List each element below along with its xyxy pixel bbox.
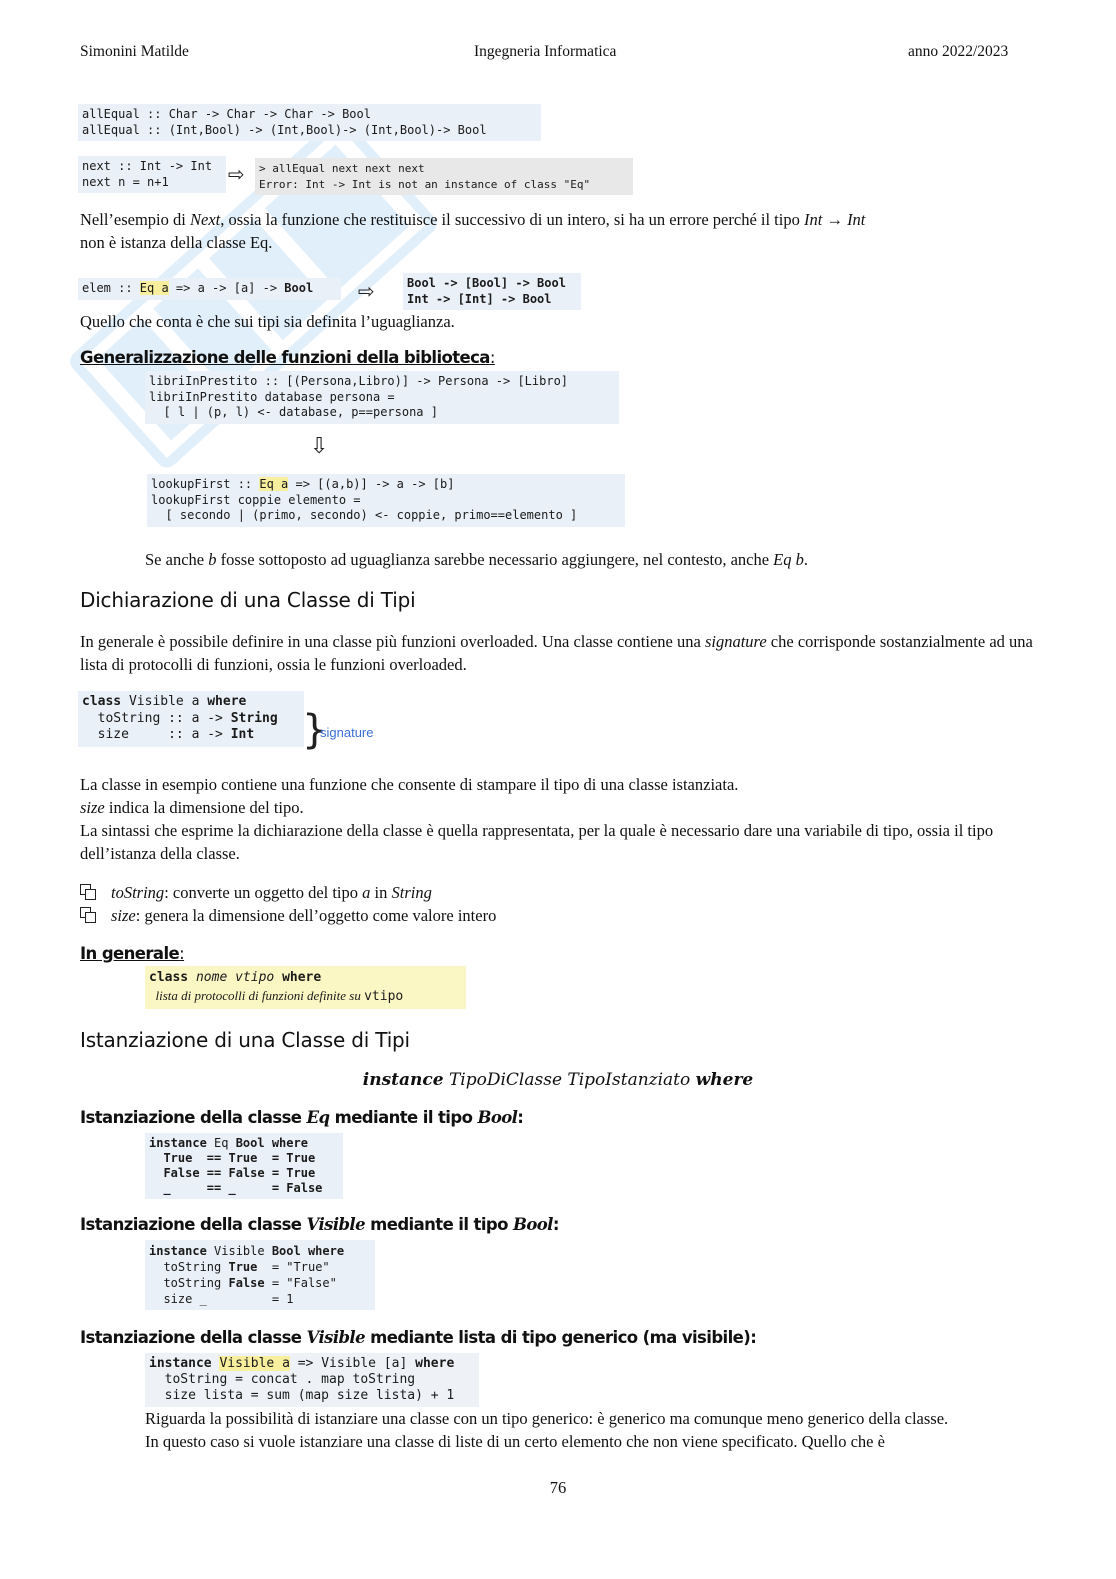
text: : converte un oggetto del tipo xyxy=(164,883,363,902)
text: indica la dimensione del tipo. xyxy=(104,798,304,817)
code-line: instance Visible a => Visible [a] where xyxy=(149,1356,455,1371)
code-line: [ secondo | (primo, secondo) <- coppie, primo==elemento ] xyxy=(151,508,578,522)
text: Istanziazione della classe xyxy=(80,1108,307,1127)
implies-arrow-icon: ⇨ xyxy=(358,279,375,303)
bullet-icon xyxy=(80,884,96,900)
code-lookup xyxy=(147,474,625,527)
text: : genera la dimensione dell’oggetto come valore intero xyxy=(135,906,497,925)
code-line: > allEqual next next next xyxy=(259,162,425,175)
math: String xyxy=(391,883,432,902)
text: Riguarda la possibilità di istanziare una classe con un tipo generico: è generico ma comunque meno generico della classe. xyxy=(145,1409,949,1428)
code-line: toString False = "False" xyxy=(149,1276,337,1290)
code-line: lookupFirst coppie elemento = xyxy=(151,492,361,507)
code-line: allEqual :: Char -> Char -> Char -> Bool xyxy=(82,107,371,121)
code-highlight: Eq a xyxy=(139,281,169,295)
text: Istanziazione della classe xyxy=(80,1328,307,1347)
implies-arrow-icon: ⇨ xyxy=(228,162,245,186)
heading-generalization: Generalizzazione delle funzioni della biblioteca: xyxy=(80,348,495,367)
code-line: instance Visible Bool where xyxy=(149,1244,345,1258)
header-year: anno 2022/2023 xyxy=(908,43,1009,60)
code-next xyxy=(78,156,226,193)
code-line: size lista = sum (map size lista) + 1 xyxy=(149,1388,455,1403)
math: Eq xyxy=(306,1108,330,1127)
text: non è istanza della classe Eq. xyxy=(80,233,273,252)
math: Visible xyxy=(306,1215,365,1234)
code-line: toString :: a -> String xyxy=(82,710,278,726)
code-line: lookupFirst :: Eq a => [(a,b)] -> a -> [b] xyxy=(151,477,455,491)
code-line: [ l | (p, l) <- database, p==persona ] xyxy=(149,405,438,419)
code-line: allEqual :: (Int,Bool) -> (Int,Bool)-> (Int,Bool)-> Bool xyxy=(82,122,487,137)
page-number: 76 xyxy=(549,1478,567,1497)
code-general xyxy=(145,966,466,1009)
bullet-item xyxy=(80,904,496,927)
heading-eq-bool xyxy=(80,1108,523,1127)
text: In generale è possibile definire in una classe più funzioni overloaded. Una classe contiene una xyxy=(80,632,705,651)
paragraph-overloaded xyxy=(80,630,1035,676)
heading-visible-list xyxy=(80,1328,756,1347)
header-course: Ingegneria Informatica xyxy=(474,43,617,60)
text: mediante lista di tipo generico (ma visibile): xyxy=(365,1328,757,1347)
code-line: next n = n+1 xyxy=(82,174,169,189)
code-line: libriInPrestito :: [(Persona,Libro)] -> Persona -> [Libro] xyxy=(149,374,569,388)
heading-text: In generale xyxy=(80,944,180,963)
term-size: size xyxy=(80,798,105,817)
bullet-icon xyxy=(80,907,96,923)
text: mediante il tipo xyxy=(365,1215,513,1234)
keyword: where xyxy=(695,1070,754,1090)
math: Bool xyxy=(513,1215,553,1234)
paragraph-equality: Quello che conta è che sui tipi sia definita l’uguaglianza. xyxy=(80,312,455,331)
code-line: size :: a -> Int xyxy=(82,727,255,742)
text: : xyxy=(517,1108,524,1127)
code-line: class nome vtipo where xyxy=(149,970,322,985)
math-eq-b: Eq b xyxy=(773,550,804,569)
down-arrow-icon: ⇩ xyxy=(310,434,329,459)
code-visible-bool xyxy=(145,1240,375,1310)
code-line: Int -> [Int] -> Bool xyxy=(407,291,552,306)
code-libri xyxy=(145,371,619,424)
code-line: _ == _ = False xyxy=(149,1181,323,1195)
math: Bool xyxy=(477,1108,518,1127)
heading-declaration: Dichiarazione di una Classe di Tipi xyxy=(80,588,416,612)
math-int-int: Int → Int xyxy=(803,210,866,229)
term: toString xyxy=(111,883,165,902)
paragraph-next-error xyxy=(80,208,1035,254)
term: size xyxy=(111,906,136,925)
code-line: toString True = "True" xyxy=(149,1260,330,1274)
code-elem: elem :: Eq a => a -> [a] -> Bool xyxy=(78,278,341,300)
signature-label: signature xyxy=(320,725,374,740)
paragraph-generic xyxy=(145,1407,1035,1453)
code-line: libriInPrestito database persona = xyxy=(149,389,395,404)
math: Visible xyxy=(306,1328,365,1347)
code-line: toString = concat . map toString xyxy=(149,1372,416,1387)
math-b: b xyxy=(208,550,217,569)
text-line xyxy=(80,796,1035,819)
text: Se anche xyxy=(145,550,209,569)
code-line: Bool -> [Bool] -> Bool xyxy=(407,276,566,290)
text: TipoDiClasse TipoIstanziato xyxy=(443,1070,696,1090)
text: La sintassi che esprime la dichiarazione della classe è quella rappresentata, per la quale è necessario dare una variabile di tipo, ossia il tipo dell’istanza della classe. xyxy=(80,821,994,863)
text: Nell’esempio di xyxy=(80,210,190,229)
code-elem-result xyxy=(403,273,581,310)
text: , ossia la funzione che restituisce il successivo di un intero, si ha un errore perché il tipo xyxy=(220,210,804,229)
header-author: Simonini Matilde xyxy=(80,43,189,60)
text: che corrisponde sostanzialmente ad una lista di protocolli di funzioni, ossia le funzioni overloaded. xyxy=(80,632,1033,674)
term-signature: signature xyxy=(704,632,767,651)
text: : xyxy=(552,1215,559,1234)
code-allequal xyxy=(78,104,541,141)
code-line: next :: Int -> Int xyxy=(82,159,213,173)
heading-text: Generalizzazione delle funzioni della biblioteca xyxy=(80,348,490,367)
text: mediante il tipo xyxy=(329,1108,478,1127)
brace-icon: } xyxy=(302,707,328,753)
code-eq-bool xyxy=(145,1133,343,1199)
text: La classe in esempio contiene una funzione che consente di stampare il tipo di una classe istanziata. xyxy=(80,775,739,794)
heading-visible-bool xyxy=(80,1215,559,1234)
code-line: True == True = True xyxy=(149,1151,316,1165)
math-next: Next xyxy=(189,210,221,229)
code-line: class Visible a where xyxy=(82,694,247,709)
text: In questo caso si vuole istanziare una classe di liste di un certo elemento che non viene specificato. Quello che è xyxy=(145,1432,885,1451)
heading-instantiation: Istanziazione di una Classe di Tipi xyxy=(80,1028,410,1052)
text: in xyxy=(370,883,392,902)
heading-in-generale: In generale: xyxy=(80,944,185,963)
code-line: False == False = True xyxy=(149,1166,316,1180)
text: . xyxy=(803,550,809,569)
code-visible-list xyxy=(145,1353,479,1407)
instance-syntax xyxy=(0,1070,1116,1090)
code-line: lista di protocolli di funzioni definite su vtipo xyxy=(149,988,404,1004)
code-line: instance Eq Bool where xyxy=(149,1136,308,1150)
code-next-error xyxy=(255,158,633,195)
paragraph-eq-b xyxy=(145,548,1035,571)
code-visible-class xyxy=(78,691,304,747)
keyword: instance xyxy=(362,1070,444,1090)
code-line: size _ = 1 xyxy=(149,1292,294,1306)
text: Istanziazione della classe xyxy=(80,1215,307,1234)
code-line: Error: Int -> Int is not an instance of class "Eq" xyxy=(259,177,591,191)
text: fosse sottoposto ad uguaglianza sarebbe necessario aggiungere, nel contesto, anche xyxy=(216,550,774,569)
bullet-item xyxy=(80,881,432,904)
math: a xyxy=(362,883,371,902)
paragraph-visible xyxy=(80,773,1035,865)
